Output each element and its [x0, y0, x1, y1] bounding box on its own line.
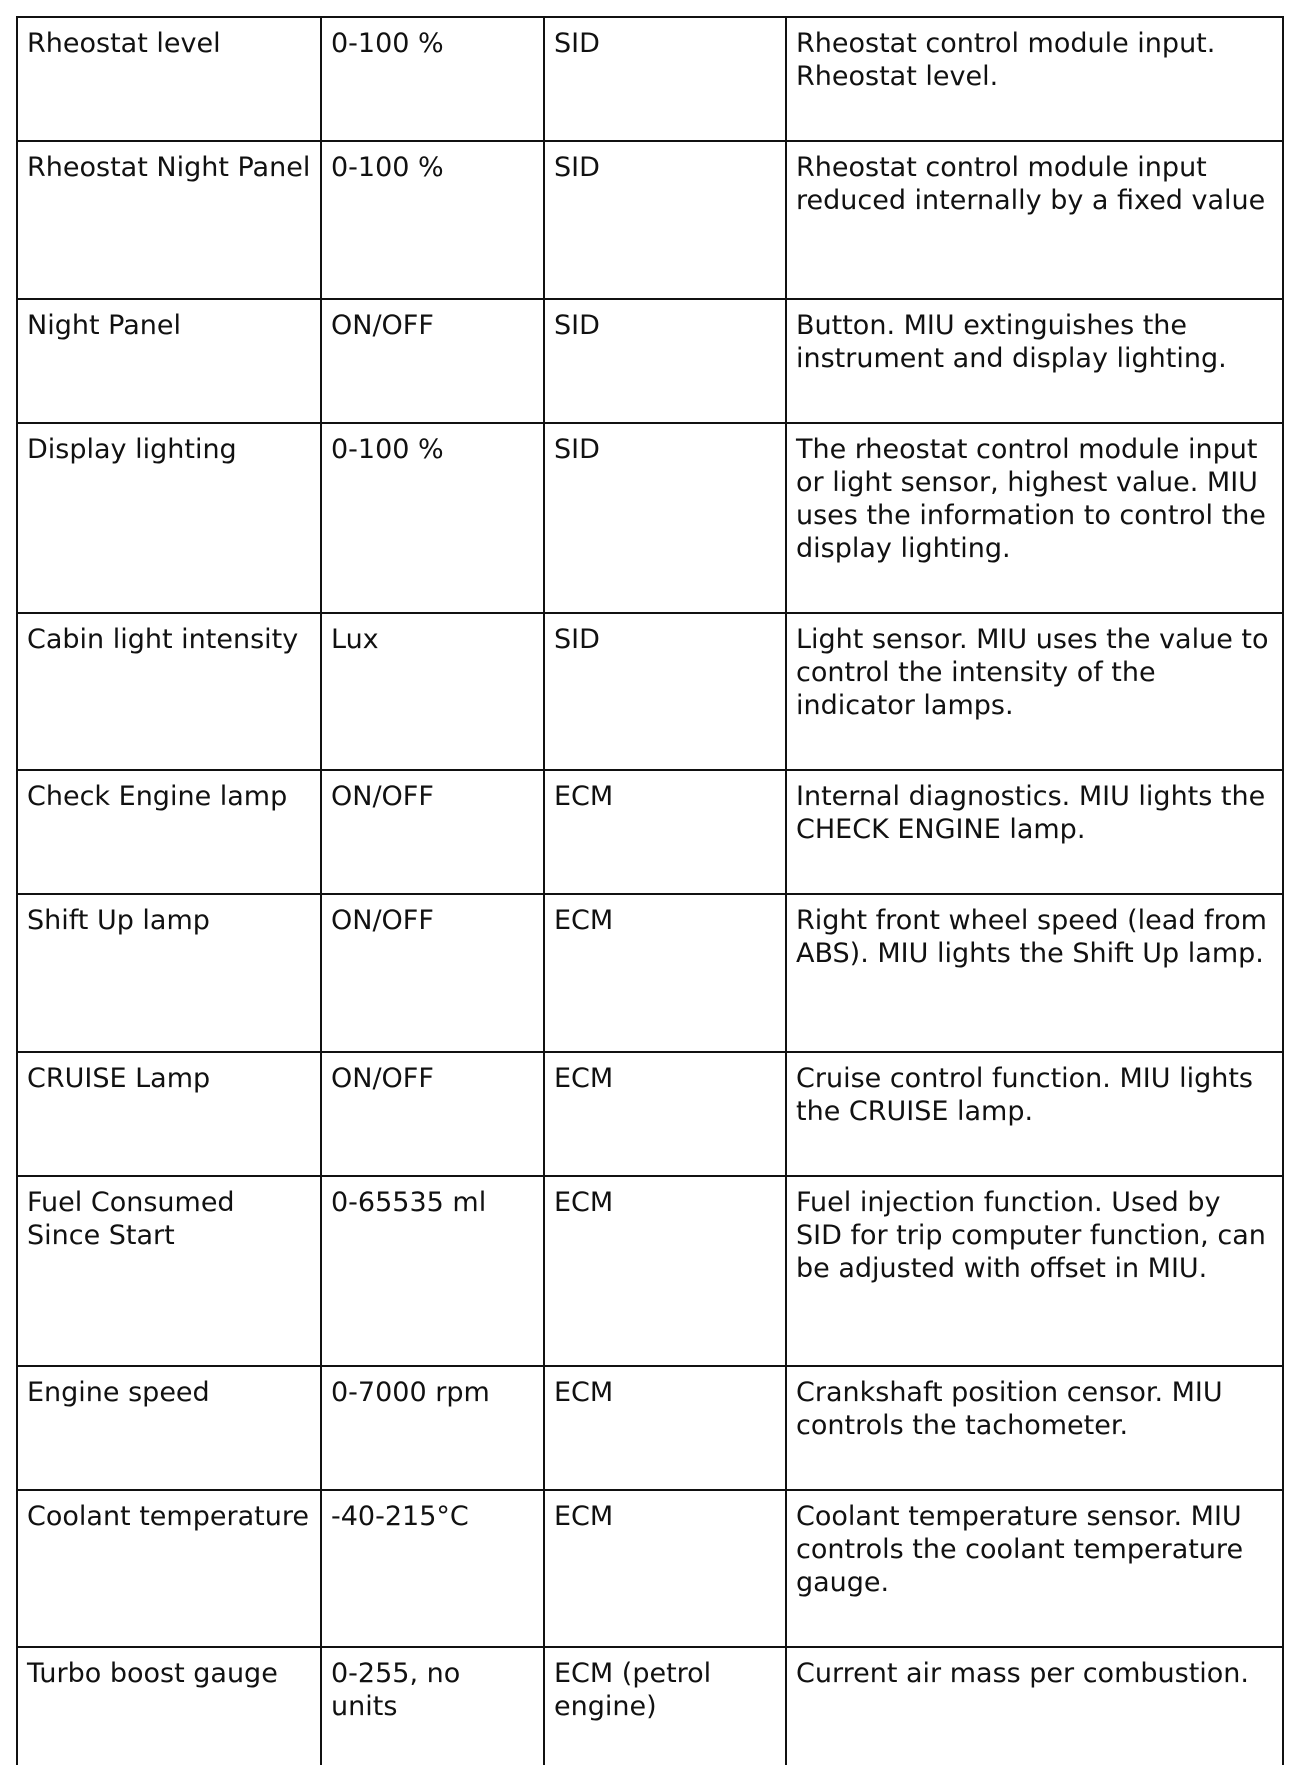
signal-source: SID — [544, 141, 786, 299]
table-row — [17, 894, 1283, 1052]
signal-range: 0-100 % — [321, 423, 544, 613]
signal-description: Button. MIU extinguishes the instrument and display lighting. — [786, 299, 1283, 423]
signal-range: ON/OFF — [321, 894, 544, 1052]
signal-range: ON/OFF — [321, 770, 544, 894]
signal-name: Display lighting — [17, 423, 321, 613]
signal-description: Rheostat control module input. Rheostat level. — [786, 17, 1283, 141]
signal-name: Check Engine lamp — [17, 770, 321, 894]
signal-source: ECM — [544, 1176, 786, 1366]
signal-source: ECM — [544, 1366, 786, 1490]
table-row — [17, 1176, 1283, 1366]
table-row — [17, 613, 1283, 770]
signal-range: Lux — [321, 613, 544, 770]
signal-description: Fuel injection function. Used by SID for trip computer function, can be adjusted with offset in MIU. — [786, 1176, 1283, 1366]
signal-name: CRUISE Lamp — [17, 1052, 321, 1176]
signal-source: SID — [544, 613, 786, 770]
table-row — [17, 1490, 1283, 1647]
signal-name: Engine speed — [17, 1366, 321, 1490]
signal-name: Turbo boost gauge — [17, 1647, 321, 1765]
table-row — [17, 141, 1283, 299]
signal-range: -40-215°C — [321, 1490, 544, 1647]
signal-range: ON/OFF — [321, 1052, 544, 1176]
table-row — [17, 17, 1283, 141]
table-row — [17, 1647, 1283, 1765]
signal-name: Cabin light intensity — [17, 613, 321, 770]
signal-name: Shift Up lamp — [17, 894, 321, 1052]
signal-description: Rheostat control module input reduced internally by a fixed value — [786, 141, 1283, 299]
signal-range: 0-100 % — [321, 17, 544, 141]
signal-name: Night Panel — [17, 299, 321, 423]
table-row — [17, 1052, 1283, 1176]
signal-source: ECM — [544, 770, 786, 894]
table-row — [17, 423, 1283, 613]
signal-source: SID — [544, 17, 786, 141]
signal-description: The rheostat control module input or light sensor, highest value. MIU uses the information to control the display lighting. — [786, 423, 1283, 613]
signal-source: ECM — [544, 1490, 786, 1647]
signal-description: Cruise control function. MIU lights the CRUISE lamp. — [786, 1052, 1283, 1176]
signal-range: ON/OFF — [321, 299, 544, 423]
table-row — [17, 1366, 1283, 1490]
signal-description: Coolant temperature sensor. MIU controls the coolant temperature gauge. — [786, 1490, 1283, 1647]
signal-source: ECM (petrol engine) — [544, 1647, 786, 1765]
signal-name: Rheostat level — [17, 17, 321, 141]
signal-source: ECM — [544, 894, 786, 1052]
table-row — [17, 299, 1283, 423]
signal-description: Light sensor. MIU uses the value to control the intensity of the indicator lamps. — [786, 613, 1283, 770]
signal-range: 0-65535 ml — [321, 1176, 544, 1366]
signal-source: SID — [544, 299, 786, 423]
table-row — [17, 770, 1283, 894]
signal-table — [16, 16, 1284, 1765]
signal-range: 0-100 % — [321, 141, 544, 299]
signal-range: 0-255, no units — [321, 1647, 544, 1765]
signal-description: Internal diagnostics. MIU lights the CHECK ENGINE lamp. — [786, 770, 1283, 894]
signal-source: ECM — [544, 1052, 786, 1176]
signal-range: 0-7000 rpm — [321, 1366, 544, 1490]
signal-name: Rheostat Night Panel — [17, 141, 321, 299]
signal-source: SID — [544, 423, 786, 613]
signal-description: Crankshaft position censor. MIU controls the tachometer. — [786, 1366, 1283, 1490]
signal-description: Current air mass per combustion. — [786, 1647, 1283, 1765]
signal-name: Coolant temperature — [17, 1490, 321, 1647]
signal-description: Right front wheel speed (lead from ABS). MIU lights the Shift Up lamp. — [786, 894, 1283, 1052]
signal-name: Fuel Consumed Since Start — [17, 1176, 321, 1366]
